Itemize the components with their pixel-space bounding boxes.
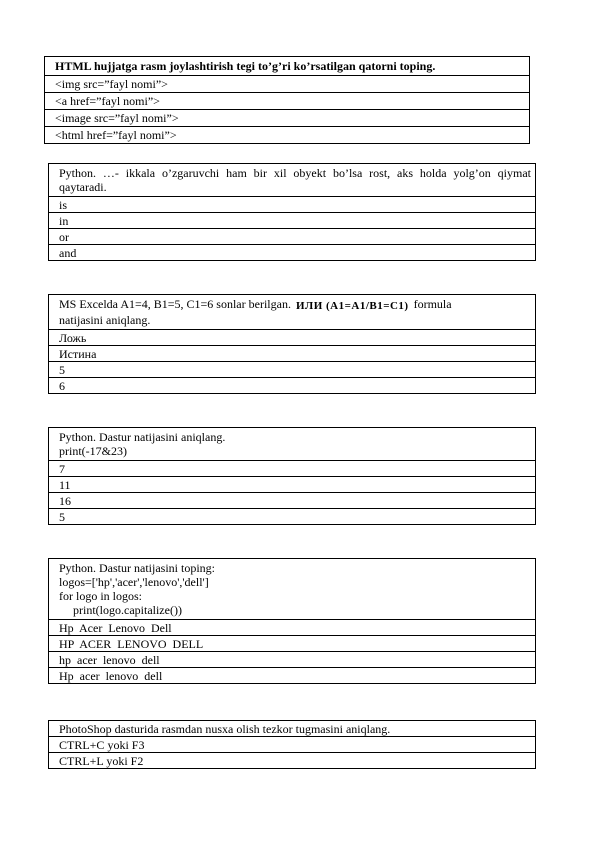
question-code-line: logos=['hp','acer','lenovo','dell']: [59, 575, 209, 589]
answer-option[interactable]: 16: [49, 493, 536, 509]
answer-option[interactable]: Hp Acer Lenovo Dell: [49, 620, 536, 636]
question-table-6: [48, 720, 536, 769]
answer-option[interactable]: HP ACER LENOVO DELL: [49, 636, 536, 652]
question-text: [49, 559, 536, 620]
question-table-4: [48, 427, 536, 525]
question-table-2: [48, 163, 536, 261]
question-text-line: Python. Dastur natijasini aniqlang.: [59, 430, 226, 444]
answer-option[interactable]: hp acer lenovo dell: [49, 652, 536, 668]
answer-option[interactable]: is: [49, 197, 536, 213]
question-code-line: for logo in logos:: [59, 589, 142, 603]
answer-option[interactable]: <html href=”fayl nomi”>: [45, 127, 530, 144]
question-text: Python. …- ikkala o’zgaruvchi ham bir xil obyekt bo’lsa rost, aks holda yolg’on qiymat qaytaradi.: [49, 164, 536, 197]
answer-option[interactable]: or: [49, 229, 536, 245]
answer-option[interactable]: CTRL+L yoki F2: [49, 753, 536, 769]
answer-option[interactable]: Ложь: [49, 330, 536, 346]
answer-option[interactable]: 6: [49, 378, 536, 394]
answer-option[interactable]: in: [49, 213, 536, 229]
answer-option[interactable]: <a href=”fayl nomi”>: [45, 93, 530, 110]
question-text: PhotoShop dasturida rasmdan nusxa olish tezkor tugmasini aniqlang.: [49, 721, 536, 737]
question-text-part: natijasini aniqlang.: [59, 313, 151, 327]
question-text-part: MS Excelda A1=4, B1=5, C1=6 sonlar berilgan.: [59, 297, 291, 311]
question-text-part: formula: [413, 297, 452, 311]
answer-option[interactable]: <img src=”fayl nomi”>: [45, 76, 530, 93]
answer-option[interactable]: 7: [49, 461, 536, 477]
question-code-line: print(-17&23): [59, 444, 127, 458]
answer-option[interactable]: Истина: [49, 346, 536, 362]
answer-option[interactable]: and: [49, 245, 536, 261]
question-code-line: print(logo.capitalize()): [73, 603, 182, 617]
answer-option[interactable]: 5: [49, 509, 536, 525]
question-table-1: [44, 56, 530, 144]
question-table-5: [48, 558, 536, 684]
answer-option[interactable]: 5: [49, 362, 536, 378]
question-table-3: [48, 294, 536, 394]
answer-option[interactable]: <image src=”fayl nomi”>: [45, 110, 530, 127]
answer-option[interactable]: CTRL+C yoki F3: [49, 737, 536, 753]
answer-option[interactable]: Hp acer lenovo dell: [49, 668, 536, 684]
question-text-line: Python. Dastur natijasini toping:: [59, 561, 215, 575]
question-text: [49, 295, 536, 330]
question-text: HTML hujjatga rasm joylashtirish tegi to’g’ri ko’rsatilgan qatorni toping.: [45, 57, 530, 76]
question-text: [49, 428, 536, 461]
answer-option[interactable]: 11: [49, 477, 536, 493]
formula-image: ИЛИ (A1=A1/B1=C1): [295, 300, 409, 312]
